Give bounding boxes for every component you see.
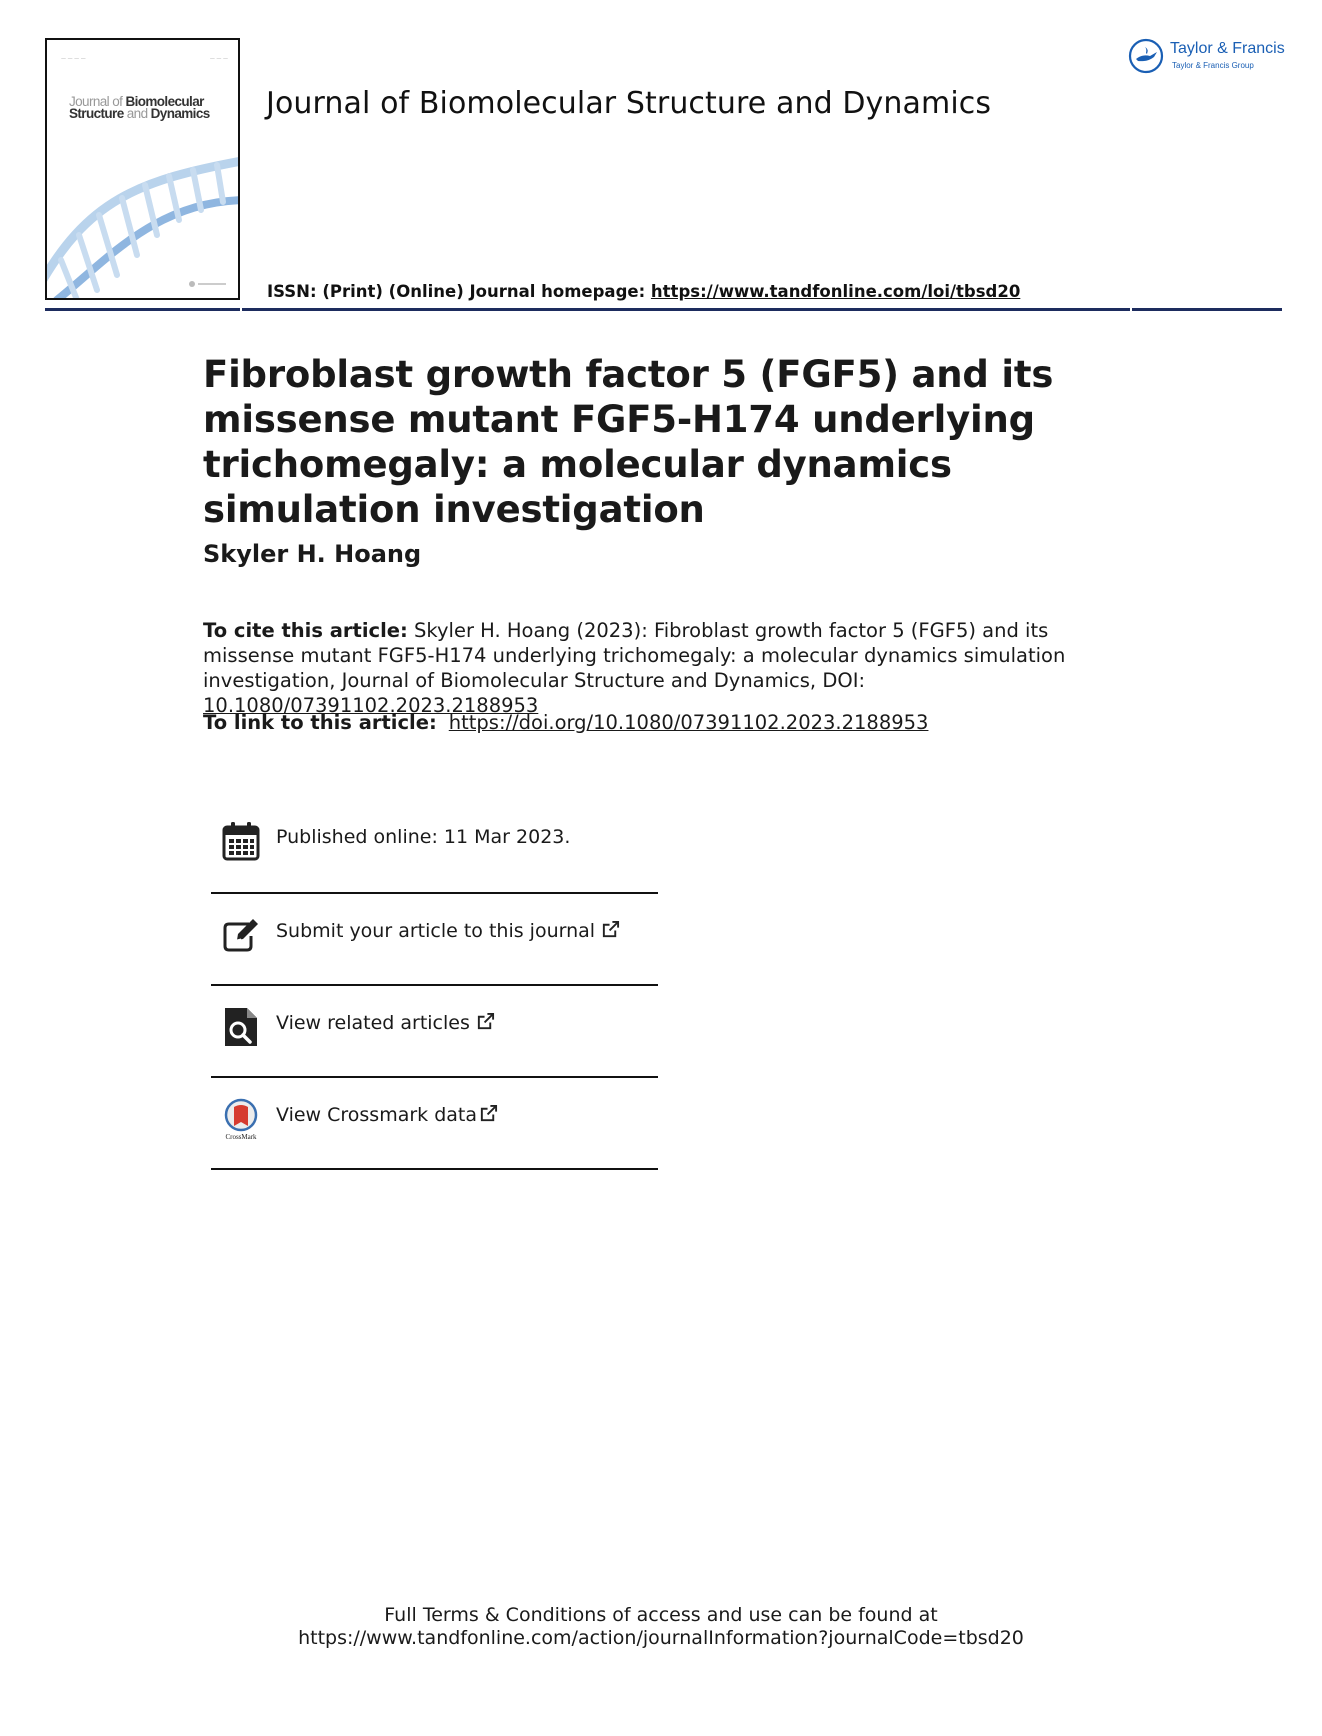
article-link-line bbox=[203, 711, 928, 734]
link-label: To link to this article: bbox=[203, 711, 437, 734]
cover-title-part: Journal of bbox=[69, 94, 126, 109]
header-divider-gap bbox=[1130, 308, 1132, 311]
calendar-icon bbox=[221, 820, 261, 862]
crossmark-label: View Crossmark data bbox=[276, 1104, 478, 1126]
issn-label: ISSN: (Print) (Online) Journal homepage: bbox=[267, 282, 651, 301]
terms-footer-url[interactable]: https://www.tandfonline.com/action/journalInformation?journalCode=tbsd20 bbox=[298, 1627, 1024, 1649]
cover-title-part: Structure bbox=[69, 106, 124, 121]
submit-article-label: Submit your article to this journal bbox=[276, 920, 596, 942]
cover-title-part: Dynamics bbox=[150, 106, 210, 121]
document-search-icon bbox=[221, 1006, 261, 1048]
info-divider bbox=[211, 1168, 658, 1170]
cover-title bbox=[69, 96, 239, 120]
header-divider-gap bbox=[240, 308, 242, 311]
crossmark-item[interactable] bbox=[211, 1078, 658, 1168]
terms-footer-line: Full Terms & Conditions of access and use can be found at bbox=[384, 1604, 938, 1626]
related-articles-item[interactable] bbox=[211, 986, 658, 1076]
cover-title-part: Biomolecular bbox=[125, 94, 204, 109]
article-author: Skyler H. Hoang bbox=[203, 540, 422, 568]
cover-publisher-mark bbox=[188, 280, 228, 288]
dna-helix-icon bbox=[47, 140, 240, 300]
doi-link[interactable]: 10.1080/07391102.2023.2188953 bbox=[203, 694, 539, 717]
citation-block bbox=[203, 618, 1143, 718]
taylor-francis-lamp-icon bbox=[1128, 38, 1164, 74]
article-title: Fibroblast growth factor 5 (FGF5) and its missense mutant FGF5-H174 underlying trichomegaly: a molecular dynamics simulation investigation bbox=[203, 353, 1054, 531]
crossmark-icon bbox=[221, 1098, 261, 1140]
submit-article-link[interactable] bbox=[276, 920, 620, 942]
article-info-list bbox=[211, 800, 658, 1170]
cite-text: Skyler H. Hoang (2023): Fibroblast growth factor 5 (FGF5) and its missense mutant FGF5-H174 underlying trichomegaly: a molecular dynamics simulation investigation, Journal of Biomolecular Structure and Dynamics, DOI: bbox=[203, 619, 1066, 692]
related-articles-label: View related articles bbox=[276, 1012, 470, 1034]
crossmark-badge-text: CrossMark bbox=[225, 1133, 257, 1140]
journal-homepage-link[interactable]: https://www.tandfonline.com/loi/tbsd20 bbox=[650, 282, 1021, 301]
cover-title-part: and bbox=[123, 106, 151, 121]
external-link-icon bbox=[601, 920, 620, 939]
publisher-name: Taylor & Francis bbox=[1170, 40, 1285, 57]
cover-header-left: — — — — bbox=[61, 56, 86, 62]
journal-cover-image bbox=[45, 38, 240, 300]
related-articles-link[interactable] bbox=[276, 1012, 495, 1034]
crossmark-link[interactable] bbox=[276, 1104, 498, 1126]
issn-homepage-line bbox=[267, 282, 1020, 301]
external-link-icon bbox=[479, 1104, 498, 1123]
cite-label: To cite this article: bbox=[203, 619, 408, 642]
publisher-group: Taylor & Francis Group bbox=[1172, 61, 1254, 70]
published-online-label: Published online: 11 Mar 2023. bbox=[276, 826, 571, 848]
external-link-icon bbox=[476, 1012, 495, 1031]
cover-header-right: — — — bbox=[209, 56, 228, 62]
edit-icon bbox=[221, 914, 261, 956]
terms-footer bbox=[0, 1604, 1322, 1650]
journal-title: Journal of Biomolecular Structure and Dynamics bbox=[266, 86, 992, 121]
article-doi-url-link[interactable]: https://doi.org/10.1080/07391102.2023.2188953 bbox=[448, 711, 929, 734]
publisher-logo[interactable] bbox=[1128, 36, 1288, 80]
submit-article-item[interactable] bbox=[211, 894, 658, 984]
header-divider bbox=[45, 308, 1282, 311]
published-online-item bbox=[211, 800, 658, 892]
